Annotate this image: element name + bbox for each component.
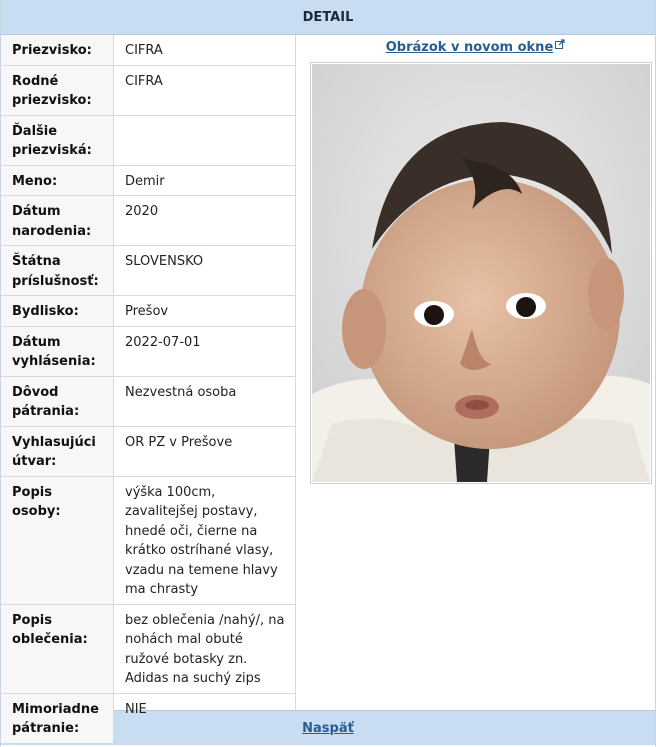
label-dovod-patrania: Dôvod pátrania: xyxy=(1,376,114,426)
label-popis-osoby: Popis osoby: xyxy=(1,476,114,604)
external-link-icon xyxy=(555,38,565,48)
label-bydlisko: Bydlisko: xyxy=(1,296,114,327)
value-mimoriadne-patranie: NIE xyxy=(114,693,296,743)
label-mimoriadne-patranie: Mimoriadne pátranie: xyxy=(1,693,114,743)
label-priezvisko: Priezvisko: xyxy=(1,35,114,65)
value-dalsie-priezviska xyxy=(114,115,296,165)
row-datum-vyhlasenia xyxy=(1,326,295,376)
row-mimoriadne-patranie xyxy=(1,693,295,743)
back-link[interactable]: Naspäť xyxy=(302,720,354,736)
value-meno: Demir xyxy=(114,165,296,196)
value-statna-prislusnost: SLOVENSKO xyxy=(114,246,296,296)
value-datum-narodenia: 2020 xyxy=(114,196,296,246)
row-meno xyxy=(1,165,295,196)
row-priezvisko xyxy=(1,35,295,65)
image-panel xyxy=(296,35,655,710)
value-popis-oblecenia: bez oblečenia /nahý/, na nohách mal obuté ružové botasky zn. Adidas na suchý zips xyxy=(114,604,296,693)
row-rodne-priezvisko xyxy=(1,65,295,115)
person-photo-image xyxy=(312,64,650,482)
row-bydlisko xyxy=(1,296,295,327)
open-image-link-label[interactable]: Obrázok v novom okne xyxy=(385,40,554,55)
value-rodne-priezvisko: CIFRA xyxy=(114,65,296,115)
person-photo[interactable] xyxy=(310,62,652,484)
value-bydlisko: Prešov xyxy=(114,296,296,327)
row-dovod-patrania xyxy=(1,376,295,426)
label-datum-narodenia: Dátum narodenia: xyxy=(1,196,114,246)
label-popis-oblecenia: Popis oblečenia: xyxy=(1,604,114,693)
label-datum-vyhlasenia: Dátum vyhlásenia: xyxy=(1,326,114,376)
person-details xyxy=(1,35,296,736)
value-popis-osoby: výška 100cm, zavalitejšej postavy, hnedé oči, čierne na krátko ostríhané vlasy, vzadu na temene hlavy ma chrasty xyxy=(114,476,296,604)
value-dovod-patrania: Nezvestná osoba xyxy=(114,376,296,426)
label-vyhlasujuci-utvar: Vyhlasujúci útvar: xyxy=(1,426,114,476)
detail-title: DETAIL xyxy=(302,9,354,25)
detail-header xyxy=(1,0,655,35)
label-meno: Meno: xyxy=(1,165,114,196)
row-vyhlasujuci-utvar xyxy=(1,426,295,476)
label-dalsie-priezviska: Ďalšie priezviská: xyxy=(1,115,114,165)
label-rodne-priezvisko: Rodné priezvisko: xyxy=(1,65,114,115)
row-datum-narodenia xyxy=(1,196,295,246)
open-image-link[interactable] xyxy=(296,40,655,55)
row-dalsie-priezviska xyxy=(1,115,295,165)
value-vyhlasujuci-utvar: OR PZ v Prešove xyxy=(114,426,296,476)
row-popis-oblecenia xyxy=(1,604,295,693)
row-statna-prislusnost xyxy=(1,246,295,296)
value-datum-vyhlasenia: 2022-07-01 xyxy=(114,326,296,376)
label-statna-prislusnost: Štátna príslušnosť: xyxy=(1,246,114,296)
details-table xyxy=(1,35,295,744)
row-popis-osoby xyxy=(1,476,295,604)
value-priezvisko: CIFRA xyxy=(114,35,296,65)
